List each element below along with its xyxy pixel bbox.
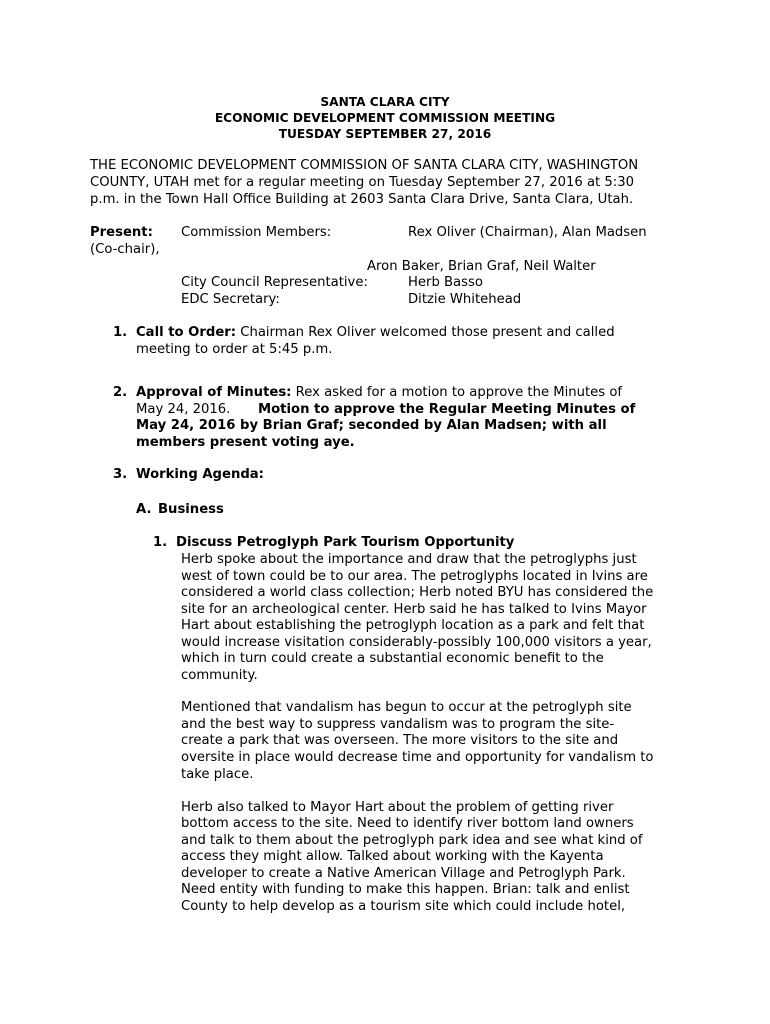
p2-line: create a park that was overseen. The more visitors to the site and [181,733,619,748]
call-to-order-number: 1. [113,325,128,340]
p3-line: Need entity with funding to make this happen. Brian: talk and enlist [181,882,630,897]
intro-line-1: THE ECONOMIC DEVELOPMENT COMMISSION OF SANTA CLARA CITY, WASHINGTON [90,158,639,173]
approval-date: May 24, 2016. [136,402,231,417]
p1-line: Herb spoke about the importance and draw that the petroglyphs just [181,552,637,567]
commission-members-value-2: Aron Baker, Brian Graf, Neil Walter [367,259,596,274]
p2-line: and the best way to suppress vandalism was to program the site- [181,717,615,732]
p3-line: Herb also talked to Mayor Hart about the problem of getting river [181,800,614,815]
approval-title: Approval of Minutes: [136,385,292,400]
council-rep-label: City Council Representative: [181,275,368,290]
call-to-order-text: Chairman Rex Oliver welcomed those present and called [240,325,615,340]
approval-motion-2: May 24, 2016 by Brian Graf; seconded by Alan Madsen; with all [136,418,607,433]
p3-line: access they might allow. Talked about working with the Kayenta [181,849,604,864]
p3-line: developer to create a Native American Village and Petroglyph Park. [181,866,626,881]
p3-line: bottom access to the site. Need to identify river bottom land owners [181,816,634,831]
commission-members-cont: (Co-chair), [90,242,160,257]
p1-line: community. [181,668,258,683]
approval-motion-1: Motion to approve the Regular Meeting Minutes of [258,402,636,417]
approval-number: 2. [113,385,128,400]
secretary-value: Ditzie Whitehead [408,292,522,307]
petroglyph-title: Discuss Petroglyph Park Tourism Opportunity [176,535,515,550]
council-rep-value: Herb Basso [408,275,483,290]
secretary-label: EDC Secretary: [181,292,280,307]
p1-line: would increase visitation considerably-possibly 100,000 visitors a year, [181,635,652,650]
agenda-number: 3. [113,467,128,482]
present-label: Present: [90,225,153,240]
p1-line: which in turn could create a substantial economic benefit to the [181,651,604,666]
petroglyph-number: 1. [153,535,168,550]
commission-members-label: Commission Members: [181,225,332,240]
agenda-title: Working Agenda: [136,467,264,482]
approval-line-1 [136,385,622,402]
approval-text: Rex asked for a motion to approve the Minutes of [295,385,623,400]
call-to-order-title: Call to Order: [136,325,237,340]
call-to-order-line-1 [136,325,615,342]
p1-line: Hart about establishing the petroglyph location as a park and felt that [181,618,645,633]
p2-line: oversite in place would decrease time and opportunity for vandalism to [181,750,654,765]
p3-line: and talk to them about the petroglyph park idea and see what kind of [181,833,643,848]
header-city: SANTA CLARA CITY [320,95,450,109]
commission-members-value: Rex Oliver (Chairman), Alan Madsen [408,225,647,240]
header-commission: ECONOMIC DEVELOPMENT COMMISSION MEETING [214,111,556,125]
business-letter: A. [136,502,152,517]
intro-line-3: p.m. in the Town Hall Office Building at 2603 Santa Clara Drive, Santa Clara, Utah. [90,192,634,207]
approval-motion-3: members present voting aye. [136,435,355,450]
p1-line: site for an archeological center. Herb said he has talked to Ivins Mayor [181,602,647,617]
intro-line-2: COUNTY, UTAH met for a regular meeting on Tuesday September 27, 2016 at 5:30 [90,175,635,190]
p1-line: considered a world class collection; Herb noted BYU has considered the [181,585,654,600]
p2-line: Mentioned that vandalism has begun to occur at the petroglyph site [181,700,632,715]
p3-line: County to help develop as a tourism site which could include hotel, [181,899,626,914]
header-date: TUESDAY SEPTEMBER 27, 2016 [278,127,492,141]
p2-line: take place. [181,767,254,782]
call-to-order-line-2: meeting to order at 5:45 p.m. [136,342,333,357]
business-title: Business [158,502,224,517]
p1-line: west of town could be to our area. The petroglyphs located in Ivins are [181,569,648,584]
